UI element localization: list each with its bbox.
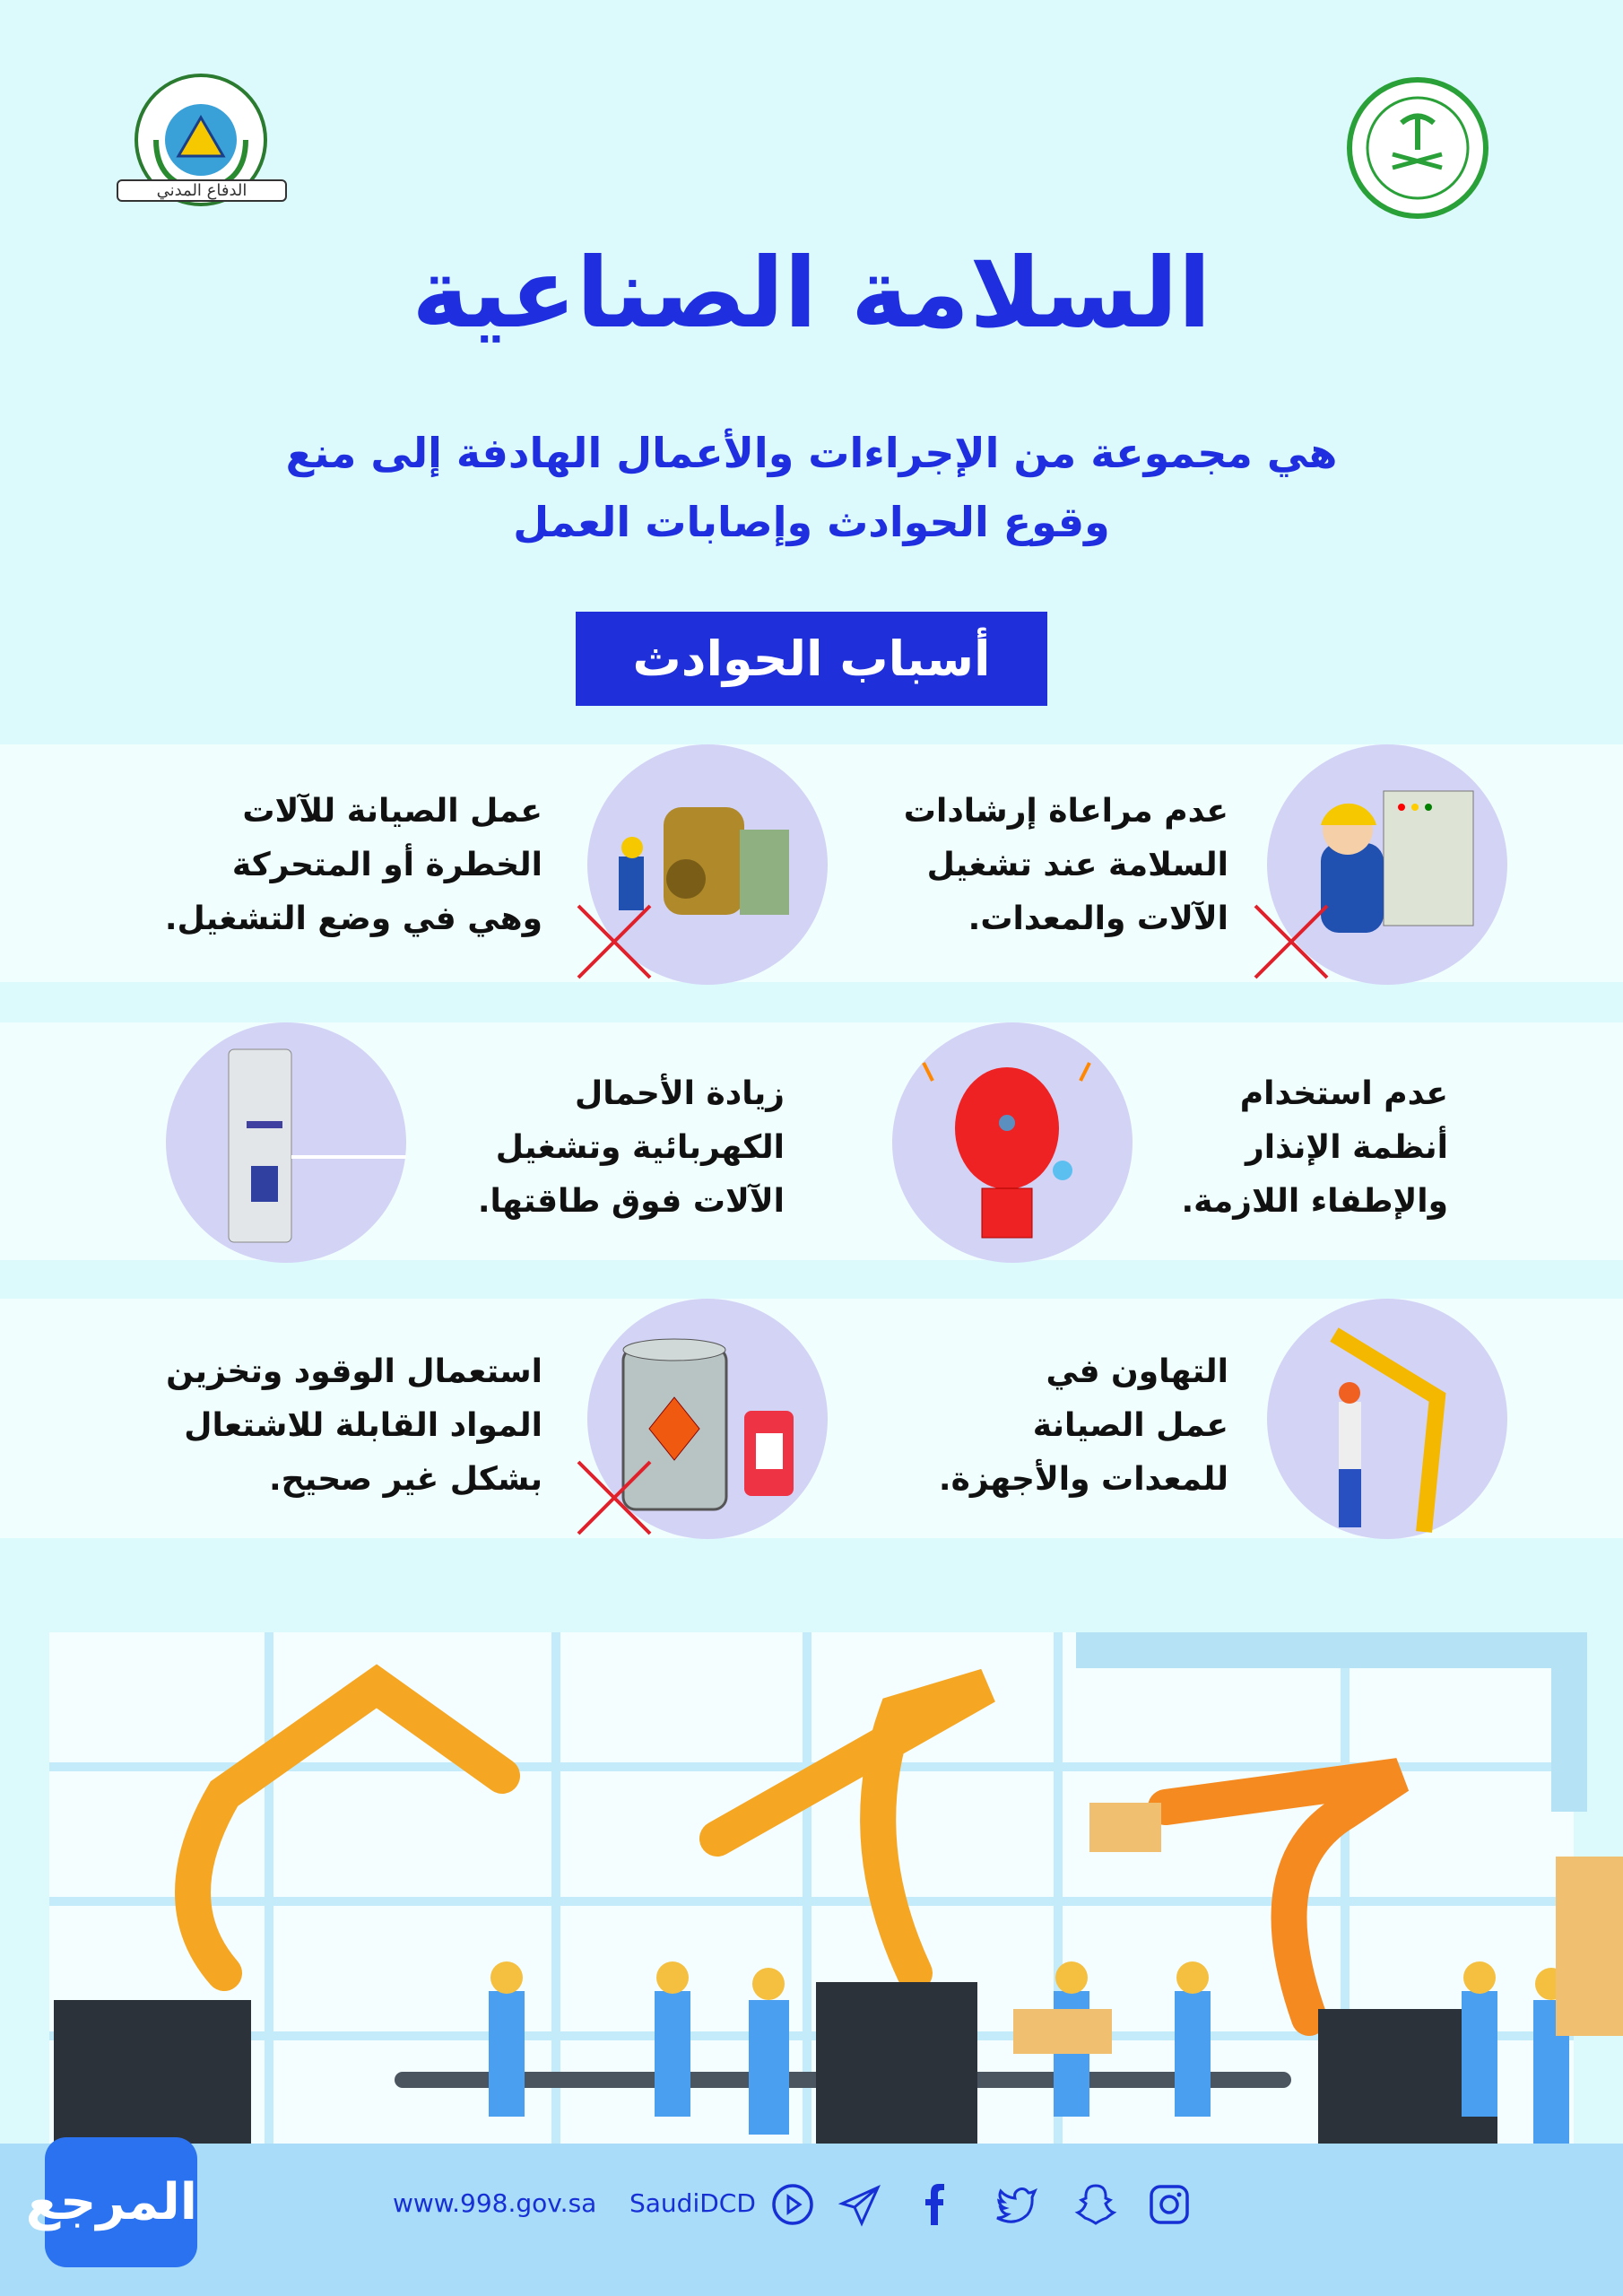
social-handle[interactable]: SaudiDCD <box>629 2188 756 2218</box>
cause-line: الخطرة أو المتحركة <box>231 847 542 883</box>
website-link[interactable]: www.998.gov.sa <box>393 2188 597 2218</box>
civil-defense-logo-ribbon: الدفاع المدني <box>117 179 287 202</box>
cause-text-1 <box>888 785 1228 946</box>
cause-line: عدم مراعاة إرشادات <box>903 793 1228 830</box>
cause-line: زيادة الأحمال <box>575 1075 785 1112</box>
cause-line: استعمال الوقود وتخزين <box>166 1353 542 1390</box>
cause-text-6 <box>148 1345 542 1507</box>
instagram-icon[interactable] <box>1148 2182 1191 2227</box>
facebook-icon[interactable] <box>913 2182 956 2227</box>
cause-text-2 <box>166 785 542 946</box>
prohibited-cross-icon <box>574 1457 655 1538</box>
cause-line: بشكل غير صحيح. <box>268 1461 542 1498</box>
alarm-bell-icon <box>892 1022 1133 1263</box>
subtitle-line-1: هي مجموعة من الإجراءات والأعمال الهادفة إلى منع <box>285 429 1338 477</box>
cause-line: للمعدات والأجهزة. <box>938 1461 1228 1498</box>
page-title: السلامة الصناعية <box>412 238 1211 350</box>
youtube-icon[interactable] <box>771 2182 814 2227</box>
cause-line: وهي في وضع التشغيل. <box>164 900 542 937</box>
prohibited-cross-icon <box>574 901 655 982</box>
cause-line: السلامة عند تشغيل <box>926 847 1228 883</box>
subtitle-line-2: وقوع الحوادث وإصابات العمل <box>513 498 1110 546</box>
circuit-breaker-icon <box>166 1022 406 1263</box>
brand-logo: المرجع <box>45 2137 197 2267</box>
cause-line: أنظمة الإنذار <box>1245 1129 1448 1166</box>
cause-line: عمل الصيانة للآلات <box>242 793 542 830</box>
cause-line: الآلات والمعدات. <box>968 900 1228 937</box>
cause-line: التهاون في <box>1046 1353 1228 1390</box>
cause-line: الكهربائية وتشغيل <box>495 1129 785 1166</box>
cause-line: الآلات فوق طاقتها. <box>477 1183 785 1220</box>
cause-text-5 <box>938 1345 1228 1507</box>
snapchat-icon[interactable] <box>1074 2182 1117 2227</box>
cause-text-3 <box>1179 1067 1448 1229</box>
telegram-icon[interactable] <box>838 2182 881 2227</box>
cause-text-4 <box>426 1067 785 1229</box>
section-badge: أسباب الحوادث <box>576 612 1047 706</box>
cause-line: والإطفاء اللازمة. <box>1181 1183 1448 1220</box>
prohibited-cross-icon <box>1251 901 1332 982</box>
factory-robots-illustration <box>0 1614 1623 2152</box>
cause-line: عمل الصيانة <box>1032 1407 1228 1444</box>
cause-line: المواد القابلة للاشتعال <box>184 1407 542 1444</box>
cause-line: عدم استخدام <box>1239 1075 1448 1112</box>
robot-arm-worker-icon <box>1267 1299 1507 1539</box>
ministry-interior-logo <box>1347 77 1488 219</box>
twitter-icon[interactable] <box>995 2182 1038 2227</box>
